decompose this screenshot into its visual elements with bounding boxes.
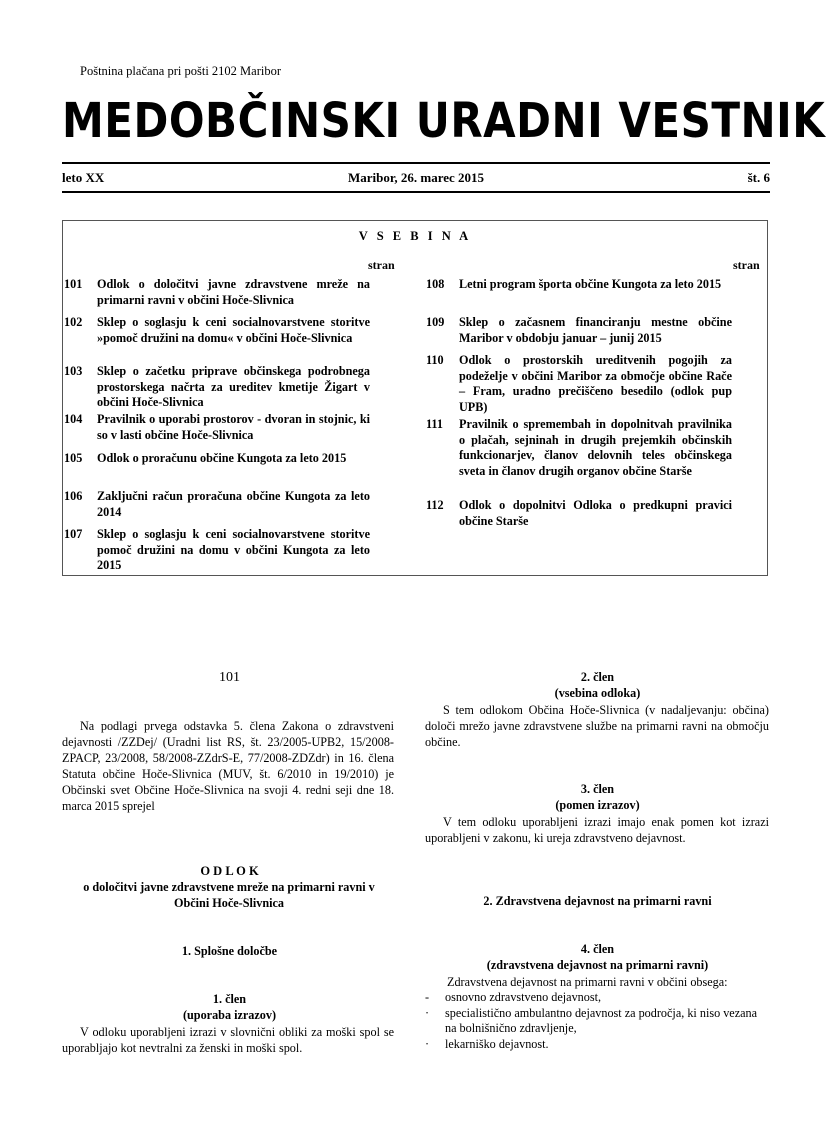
entry-title: Odlok o prostorskih ureditvenih pogojih za podeželje v občini Maribor za območje občine Rače – Fram, uradno prečiščeno besedilo (odlok pup UPB) (459, 353, 732, 414)
contents-title: V S E B I N A (358, 229, 472, 243)
entry-number: 105 (64, 451, 83, 465)
article-title: 3. člen (580, 782, 615, 796)
header-rule-top (62, 162, 770, 164)
entry-title: Letni program športa občine Kungota za leto 2015 (459, 277, 722, 291)
entry-number: 112 (426, 498, 444, 512)
entry-title: Pravilnik o uporabi prostorov - dvoran in stojnic, ki so v lasti občine Hoče-Slivnica (97, 412, 370, 442)
act-number: 101 (219, 670, 240, 685)
list-item (425, 1006, 769, 1037)
entry-number: 107 (64, 527, 83, 541)
article-text: S tem odlokom Občina Hoče-Slivnica (v nadaljevanju: občina) določi mrežo javne zdravstvene službe na primarni ravni na območju občine. (425, 703, 769, 749)
article-subtitle: (vsebina odloka) (554, 686, 641, 700)
list-item-text: lekarniško dejavnost. (445, 1036, 549, 1051)
entry-title: Sklep o začasnem financiranju mestne občine Maribor v obdobju januar – junij 2015 (459, 315, 732, 345)
list-item (425, 1037, 769, 1053)
entry-title: Sklep o soglasju k ceni socialnovarstvene storitve pomoč družini na domu v občini Kungota za leto 2015 (97, 527, 370, 572)
section-heading: 2. Zdravstvena dejavnost na primarni ravni (483, 894, 712, 908)
article-subtitle: (pomen izrazov) (555, 798, 640, 812)
article-text: Zdravstvena dejavnost na primarni ravni v občini obsega: (447, 975, 728, 989)
article-subtitle: (uporaba izrazov) (182, 1008, 277, 1022)
entry-title: Zaključni račun proračuna občine Kungota za leto 2014 (97, 489, 370, 519)
page-column-label-right: stran (733, 258, 760, 272)
issue-number: št. 6 (747, 170, 770, 185)
section-heading: 1. Splošne določbe (181, 944, 278, 958)
article-title: 2. člen (580, 670, 615, 684)
entry-number: 102 (64, 315, 83, 329)
list-item-text: specialistično ambulantno dejavnost za področja, ki niso vezana na bolnišnično zdravljenje, (445, 1005, 758, 1035)
entry-number: 110 (426, 353, 444, 367)
article-title: 4. člen (580, 942, 615, 956)
entry-title: Sklep o začetku priprave občinskega podrobnega prostorskega načrta za ureditev kmetije Žigart v občini Hoče-Slivnica (97, 364, 370, 409)
act-subtitle: o določitvi javne zdravstvene mreže na primarni ravni v Občini Hoče-Slivnica (83, 880, 375, 910)
article-text: V odloku uporabljeni izrazi v slovnični obliki za moški spol se uporabljajo kot nevtralni za ženski in moški spol. (62, 1025, 394, 1055)
dash-bullet: · (425, 1005, 430, 1020)
page-column-label-left: stran (368, 258, 395, 272)
entry-title: Odlok o dopolnitvi Odloka o predkupni pravici občine Starše (459, 498, 732, 528)
entry-number: 109 (426, 315, 445, 329)
entry-number: 103 (64, 364, 83, 378)
entry-title: Odlok o določitvi javne zdravstvene mreže na primarni ravni v občini Hoče-Slivnica (97, 277, 370, 307)
article-title: 1. člen (212, 992, 247, 1006)
volume-label: leto XX (62, 170, 105, 185)
entry-number: 111 (426, 417, 443, 431)
article-text: V tem odloku uporabljeni izrazi imajo enak pomen kot izrazi uporabljeni v zakonu, ki ureja zdravstveno dejavnost. (425, 815, 769, 845)
article-subtitle: (zdravstvena dejavnost na primarni ravni) (486, 958, 709, 972)
entry-number: 104 (64, 412, 83, 426)
entry-number: 101 (64, 277, 83, 291)
dash-bullet: · (425, 1036, 430, 1051)
postage-note: Poštnina plačana pri pošti 2102 Maribor (80, 64, 282, 78)
activity-list (425, 990, 769, 1052)
list-item-text: osnovno zdravstveno dejavnost, (445, 990, 602, 1004)
header-rule-bottom (62, 191, 770, 193)
entry-title: Sklep o soglasju k ceni socialnovarstvene storitve »pomoč družini na domu« v občini Hoče-Slivnica (97, 315, 370, 345)
entry-number: 108 (426, 277, 445, 291)
entry-title: Odlok o proračunu občine Kungota za leto 2015 (97, 451, 347, 465)
entry-number: 106 (64, 489, 83, 503)
act-heading: O D L O K (200, 864, 259, 878)
act-intro-paragraph: Na podlagi prvega odstavka 5. člena Zakona o zdravstveni dejavnosti /ZZDej/ (Uradni list RS, št. 23/2005-UPB2, 15/2008-ZPACP, 23/2008, 58/2008-ZZdrS-E, 77/2008-ZDZdr) in 16. člena Statuta občine Hoče-Slivnica (MUV, št. 6/2010 in 19/2010) je Občinski svet Občine Hoče-Slivnica na svoji 4. redni seji dne 18. marca 2015 sprejel (62, 719, 394, 813)
dash-bullet: - (425, 990, 430, 1004)
masthead-title: MEDOBČINSKI URADNI VESTNIK (62, 92, 826, 149)
place-date: Maribor, 26. marec 2015 (347, 170, 485, 185)
list-item (425, 990, 769, 1006)
entry-title: Pravilnik o spremembah in dopolnitvah pravilnika o plačah, sejninah in drugih prejemkih občinskih funkcionarjev, članov delovnih teles občinskega sveta in članov drugih organov občine Starše (459, 417, 732, 478)
